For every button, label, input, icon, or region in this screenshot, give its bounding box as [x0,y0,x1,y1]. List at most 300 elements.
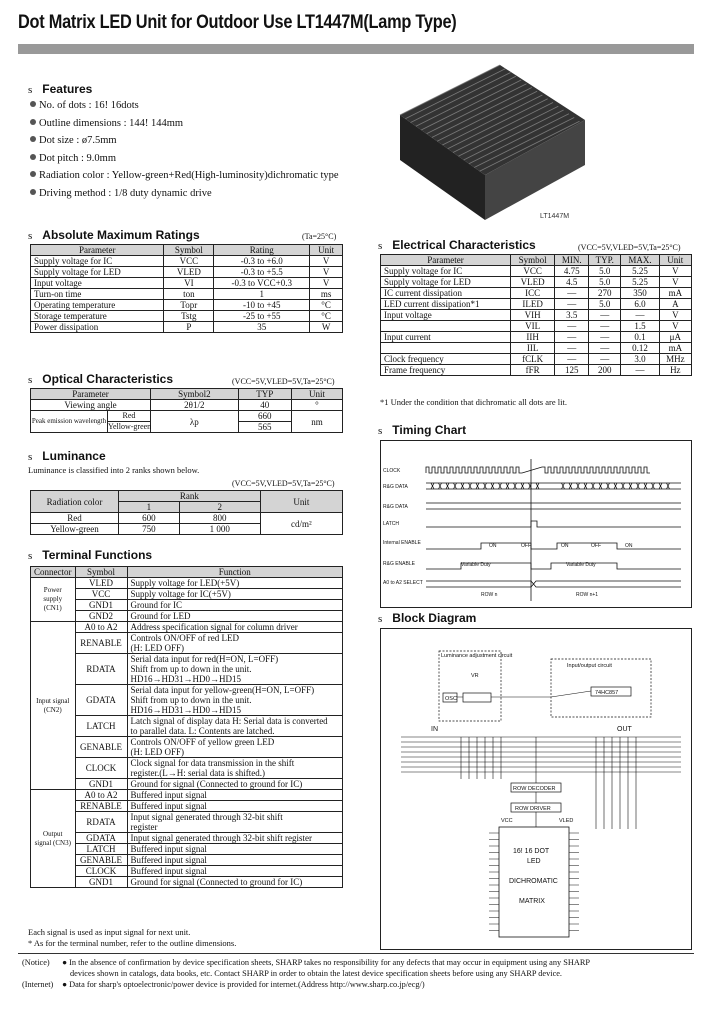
table-cell: — [555,332,589,343]
function-line: Supply voltage for IC(+5V) [130,589,231,599]
function-line: to parallel data. L: Contents are latched. [130,726,275,736]
feature-text: Dot size : ø7.5mm [39,135,117,146]
table-row [31,633,343,654]
table-cell: μA [659,332,691,343]
table-cell: Viewing angle [31,400,151,411]
function-line: Buffered input signal [130,855,207,865]
table-cell: fFR [510,365,554,376]
terminal-heading: s Terminal Functions [28,548,153,562]
col-header: Parameter [31,389,151,400]
peak-yg-value: 565 [258,422,272,432]
table-cell: W [310,322,343,333]
symbol-cell: VLED [75,578,127,589]
io-label: Input/output circuit [567,663,612,669]
notice-label: (Notice) [22,958,50,967]
peak-red-value: 660 [239,411,291,422]
col-header: Symbol [75,567,127,578]
feature-item [30,170,339,181]
table-cell [381,321,511,332]
table-cell: ton [164,289,214,300]
symbol-cell: A0 to A2 [75,790,127,801]
col-header: Symbol [164,245,214,256]
col-header: Symbol [510,255,554,266]
peak-param: Peak emission wavelength [31,411,108,432]
table-row [381,321,692,332]
table-cell: VLED [164,267,214,278]
table-cell: Hz [659,365,691,376]
feature-item [30,100,339,111]
table-cell [381,343,511,354]
abs-max-condition: (Ta=25°C) [302,232,337,241]
function-line: Buffered input signal [130,801,207,811]
table-cell: 3.0 [621,354,659,365]
symbol-cell: GND2 [75,611,127,622]
table-cell: 200 [589,365,621,376]
symbol-cell: RENABLE [75,633,127,654]
table-cell: Input voltage [31,278,164,289]
table-row [31,289,343,300]
table-cell: Input voltage [381,310,511,321]
table-cell: VI [164,278,214,289]
table-row [31,278,343,289]
function-line: Shift from up to down in the unit. [130,695,252,705]
footer-rule [18,953,694,954]
page-title: Dot Matrix LED Unit for Outdoor Use LT1447M(Lamp Type) [18,12,457,33]
col-header: Unit [260,491,342,513]
table-cell: — [621,310,659,321]
table-row [31,322,343,333]
bullet-icon [30,154,36,160]
symbol-cell: GENABLE [75,737,127,758]
table-cell: 5.0 [589,277,621,288]
table-cell: — [589,343,621,354]
table-row [31,812,343,833]
table-row [31,256,343,267]
table-cell: 40 [238,400,291,411]
timing-label: ON [489,543,497,549]
table-cell: — [589,310,621,321]
table-row [31,855,343,866]
table-cell: P [164,322,214,333]
title-bar [18,44,694,54]
function-cell [127,716,343,737]
signal-label: Internal ENABLE [383,540,421,546]
function-cell [127,812,343,833]
table-cell: 5.0 [589,299,621,310]
table-cell: -25 to +55 [214,311,310,322]
table-cell: VCC [510,266,554,277]
group-cell: Output signal (CN3) [31,790,76,888]
table-cell: 1 000 [179,524,260,535]
feature-item [30,153,339,164]
table-row [381,288,692,299]
symbol-cell: RDATA [75,812,127,833]
table-cell: Red [31,513,119,524]
signal-label: A0 to A2 SELECT [383,580,423,586]
table-cell: IC current dissipation [381,288,511,299]
table-row [31,877,343,888]
block-heading: s Block Diagram [378,611,477,625]
function-line: Address specification signal for column driver [130,622,298,632]
col-header: Radiation color [31,491,119,513]
luminance-note: Luminance is classified into 2 ranks shown below. [28,465,200,475]
table-cell: 6.0 [621,299,659,310]
table-cell: 350 [621,288,659,299]
signal-label: R&G DATA [383,504,408,510]
table-cell: V [310,278,343,289]
table-cell: VIL [510,321,554,332]
table-cell: — [589,321,621,332]
table-row [31,267,343,278]
table-cell: V [659,310,691,321]
vcc-label: VCC [501,818,513,824]
led-text: LED [527,858,541,865]
signal-label: LATCH [383,521,400,527]
terminal-table [30,566,343,888]
table-row [31,779,343,790]
timing-diagram [381,441,691,607]
notice-text: ● In the absence of confirmation by device specification sheets, SHARP takes no responsibility for any defects that may occur in equipment using any SHARP [62,958,590,967]
function-cell [127,779,343,790]
led-text: 16! 16 DOT [513,848,550,855]
peak-red: Red [108,411,150,422]
notice-text-2: devices shown in catalogs, data books, etc. Contact SHARP in order to obtain the latest device specification sheets before using any SHARP device. [70,969,563,978]
table-cell: 5.0 [589,266,621,277]
internet-text: ● Data for sharp's optoelectronic/power device is provided for internet.(Address http://www.sharp.co.jp/ecg/) [62,980,425,989]
table-cell: -10 to +45 [214,300,310,311]
in-label: IN [431,726,438,733]
function-line: Latch signal of display data H: Serial data is converted [130,716,328,726]
table-row [31,611,343,622]
symbol-cell: A0 to A2 [75,622,127,633]
table-cell: 1.5 [621,321,659,332]
timing-label: OFF [521,543,531,549]
table-row [381,332,692,343]
table-cell: 750 [119,524,180,535]
function-cell [127,877,343,888]
table-cell: 270 [589,288,621,299]
optical-condition: (VCC=5V,VLED=5V,Ta=25°C) [232,377,335,386]
symbol-cell: GDATA [75,833,127,844]
table-cell: 1 [214,289,310,300]
feature-text: Radiation color : Yellow-green+Red(High-luminosity)dichromatic type [39,170,339,181]
function-cell [127,622,343,633]
function-line: HD16→HD31→HD0→HD15 [130,705,241,715]
table-row [31,300,343,311]
table-cell: Frame frequency [381,365,511,376]
table-cell: VLED [510,277,554,288]
table-cell: 800 [179,513,260,524]
table-cell: V [310,267,343,278]
driver-label: ROW DRIVER [515,806,551,812]
table-row [381,277,692,288]
col-header: Function [127,567,343,578]
bullet-icon [30,189,36,195]
function-line: Supply voltage for LED(+5V) [130,578,240,588]
table-cell: Supply voltage for IC [31,256,164,267]
table-row [381,299,692,310]
function-cell [127,633,343,654]
timing-label: OFF [591,543,601,549]
electrical-table [380,254,692,376]
abs-max-heading: s Absolute Maximum Ratings [28,228,200,242]
function-cell [127,801,343,812]
table-cell: — [555,288,589,299]
signal-label: CLOCK [383,468,401,474]
table-cell: ICC [510,288,554,299]
table-cell [238,411,291,433]
table-row [31,844,343,855]
table-cell: Supply voltage for LED [381,277,511,288]
table-cell: ms [310,289,343,300]
table-cell: 0.12 [621,343,659,354]
timing-label: ON [561,543,569,549]
table-cell: — [589,354,621,365]
symbol-cell: GND1 [75,779,127,790]
features-heading: s Features [28,82,93,96]
table-cell: LED current dissipation*1 [381,299,511,310]
col-header: 1 [119,502,180,513]
luminance-heading: s Luminance [28,449,106,463]
hc-label: 74HC857 [595,690,619,696]
table-cell: nm [291,411,342,433]
table-cell: V [659,321,691,332]
table-row [381,310,692,321]
feature-text: Outline dimensions : 144! 144mm [39,117,184,129]
function-cell [127,855,343,866]
function-line: register.(L→H: serial data is shifted.) [130,768,265,778]
table-row [31,758,343,779]
table-row [31,737,343,758]
table-cell: 5.25 [621,277,659,288]
luminance-condition: (VCC=5V,VLED=5V,Ta=25°C) [232,479,335,488]
table-cell: 600 [119,513,180,524]
table-cell: ° [291,400,342,411]
table-row [31,654,343,685]
table-cell: -0.3 to VCC+0.3 [214,278,310,289]
table-cell: — [589,332,621,343]
signal-label: R&G ENABLE [383,561,415,567]
timing-chart [380,440,692,608]
feature-item [30,118,339,129]
led-unit-illustration [380,60,610,230]
symbol-cell: LATCH [75,844,127,855]
electrical-heading: s Electrical Characteristics [378,238,536,252]
function-line: HD16→HD31→HD0→HD15 [130,674,241,684]
feature-text: No. of dots : 16! 16dots [39,100,139,111]
led-text: MATRIX [519,898,545,905]
timing-label: Variable Duty [461,562,491,568]
symbol-cell: GND1 [75,877,127,888]
table-cell: Operating temperature [31,300,164,311]
function-line: Controls ON/OFF of red LED [130,633,239,643]
table-cell: 3.5 [555,310,589,321]
peak-yg: Yellow-green [108,422,152,431]
table-cell: Yellow-green [31,524,119,535]
table-cell: V [659,277,691,288]
timing-heading: s Timing Chart [378,423,467,437]
table-cell: Power dissipation [31,322,164,333]
table-cell: — [555,343,589,354]
group-cell: Input signal (CN2) [31,622,76,790]
table-cell: — [555,321,589,332]
feature-item [30,188,339,199]
symbol-cell: VCC [75,589,127,600]
decoder-label: ROW DECODER [513,786,556,792]
table-cell: Turn-on time [31,289,164,300]
function-line: (H: LED OFF) [130,643,184,653]
table-cell: V [310,256,343,267]
block-diagram [380,628,692,950]
table-cell: fCLK [510,354,554,365]
col-header: TYP [238,389,291,400]
table-row [31,685,343,716]
table-row [31,833,343,844]
table-cell: IIH [510,332,554,343]
electrical-condition: (VCC=5V,VLED=5V,Ta=25°C) [578,243,681,252]
table-cell: Supply voltage for LED [31,267,164,278]
function-cell [127,654,343,685]
timing-label: ROW n+1 [576,592,599,598]
feature-text: Dot pitch : 9.0mm [39,152,116,164]
col-header: TYP. [589,255,621,266]
table-cell: 35 [214,322,310,333]
col-header: Parameter [31,245,164,256]
table-cell: Topr [164,300,214,311]
function-cell [127,866,343,877]
features-list [30,100,339,205]
table-row [31,311,343,322]
col-header: MIN. [555,255,589,266]
symbol-cell: GENABLE [75,855,127,866]
table-cell: mA [659,288,691,299]
table-cell: Storage temperature [31,311,164,322]
timing-label: ROW n [481,592,498,598]
col-header: Rank [119,491,261,502]
table-cell: IIL [510,343,554,354]
out-label: OUT [617,726,632,733]
function-cell [127,600,343,611]
table-row [31,866,343,877]
symbol-cell: CLOCK [75,758,127,779]
terminal-note-2: * As for the terminal number, refer to the outline dimensions. [28,938,237,948]
abs-max-table [30,244,343,333]
function-line: (H: LED OFF) [130,747,184,757]
table-row [31,622,343,633]
function-line: Buffered input signal [130,866,207,876]
terminal-note-1: Each signal is used as input signal for next unit. [28,927,191,937]
table-cell: 5.25 [621,266,659,277]
table-cell: 0.1 [621,332,659,343]
function-cell [127,578,343,589]
group-cell: Power supply (CN1) [31,578,76,622]
function-line: Clock signal for data transmission in the shift [130,758,295,768]
symbol-cell: LATCH [75,716,127,737]
feature-text: Driving method : 1/8 duty dynamic drive [39,187,212,199]
luminance-table [30,490,343,535]
col-header: Rating [214,245,310,256]
function-line: Serial data input for red(H=ON, L=OFF) [130,654,279,664]
table-cell [31,411,151,433]
image-label: LT1447M [540,213,570,220]
vr-label: VR [471,673,479,679]
optical-table [30,388,343,433]
function-cell [127,685,343,716]
function-line: Ground for LED [130,611,191,621]
function-line: Ground for signal (Connected to ground for IC) [130,779,303,789]
table-cell: 125 [555,365,589,376]
function-cell [127,790,343,801]
bullet-icon [30,171,36,177]
table-cell: 2θ1/2 [151,400,239,411]
timing-label: Variable Duty [566,562,596,568]
table-row [31,589,343,600]
table-cell: — [621,365,659,376]
osc-label: OSC [445,696,457,702]
table-cell: Input current [381,332,511,343]
table-row [381,343,692,354]
vled-label: VLED [559,818,574,824]
internet-label: (Internet) [22,980,54,989]
table-cell: °C [310,311,343,322]
col-header: Connector [31,567,76,578]
table-cell: 4.5 [555,277,589,288]
function-line: Buffered input signal [130,844,207,854]
table-cell: VIH [510,310,554,321]
table-cell: VCC [164,256,214,267]
table-row [31,716,343,737]
function-cell [127,833,343,844]
symbol-cell: RENABLE [75,801,127,812]
optical-heading: s Optical Characteristics [28,372,174,386]
table-row [31,801,343,812]
table-cell: cd/m² [260,513,342,535]
symbol-cell: RDATA [75,654,127,685]
table-cell: MHz [659,354,691,365]
table-cell: — [555,299,589,310]
bullet-icon [30,101,36,107]
table-cell: -0.3 to +5.5 [214,267,310,278]
function-cell [127,611,343,622]
col-header: Unit [659,255,691,266]
function-line: Serial data input for yellow-green(H=ON, L=OFF) [130,685,315,695]
table-row [381,354,692,365]
symbol-cell: CLOCK [75,866,127,877]
function-line: register [130,822,158,832]
table-row [31,600,343,611]
col-header: Symbol2 [151,389,239,400]
function-line: Ground for signal (Connected to ground for IC) [130,877,303,887]
table-cell: -0.3 to +6.0 [214,256,310,267]
table-cell: Supply voltage for IC [381,266,511,277]
table-row [381,365,692,376]
adjust-label: Luminance adjustment circuit [441,653,513,659]
col-header: MAX. [621,255,659,266]
table-row [31,790,343,801]
table-cell: Clock frequency [381,354,511,365]
table-cell: ILED [510,299,554,310]
bullet-icon [30,119,36,125]
symbol-cell: GDATA [75,685,127,716]
product-image [380,60,610,230]
function-cell [127,737,343,758]
function-cell [127,844,343,855]
function-line: Buffered input signal [130,790,207,800]
timing-label: ON [625,543,633,549]
function-line: Controls ON/OFF of yellow green LED [130,737,275,747]
col-header: Unit [291,389,342,400]
table-cell: A [659,299,691,310]
